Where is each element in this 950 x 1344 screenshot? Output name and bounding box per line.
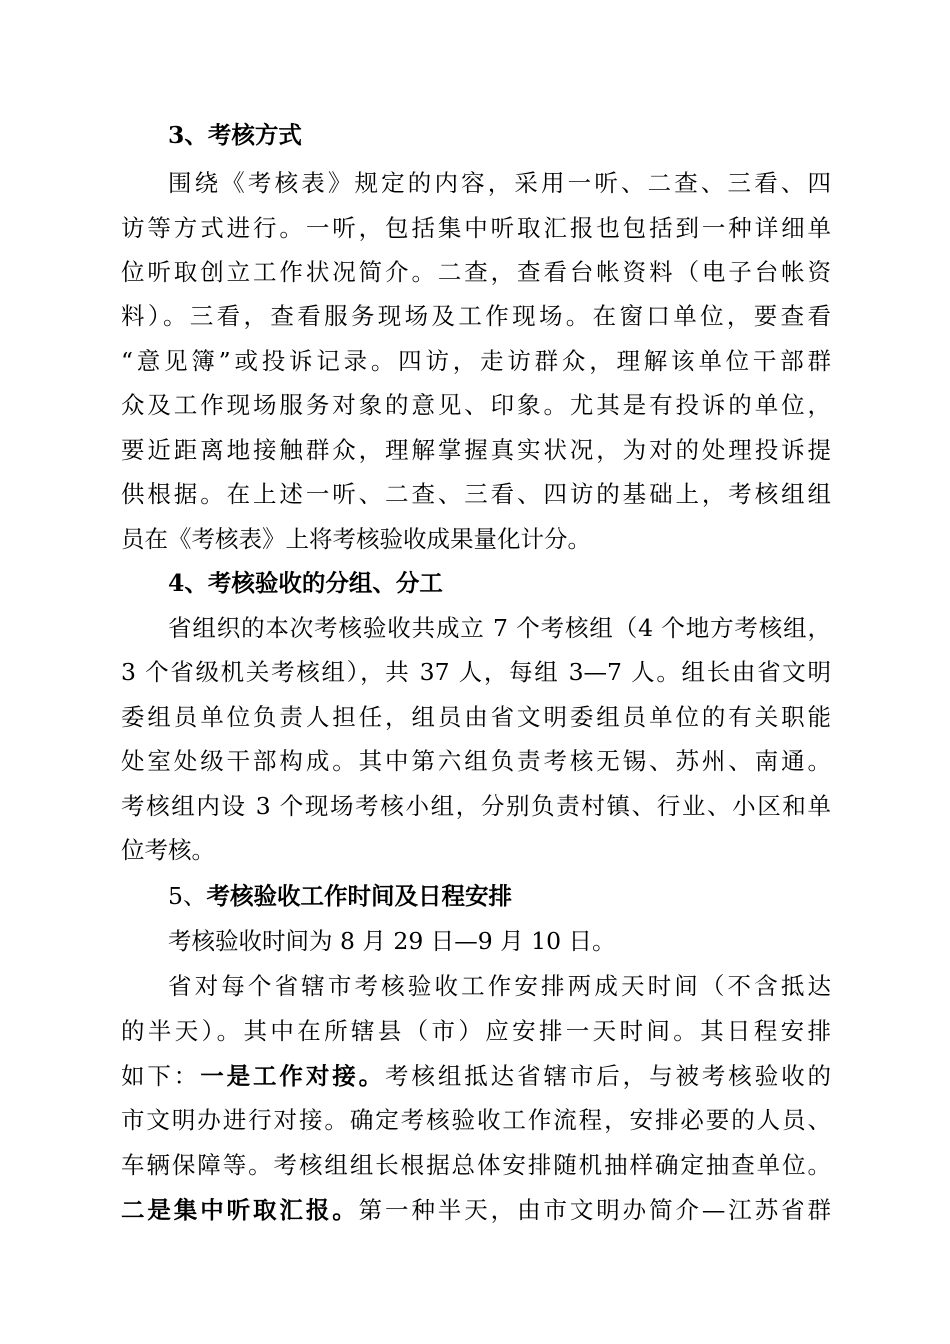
bold-phrase: 二是集中听取汇报。 bbox=[121, 1196, 359, 1224]
paragraph-line: 供根据。在上述一听、二查、三看、四访的基础上，考核组组 bbox=[121, 480, 831, 508]
text-run: 如下： bbox=[121, 1062, 201, 1090]
paragraph-line: 考核验收时间为 8 月 29 日—9 月 10 日。 bbox=[168, 927, 616, 955]
paragraph-line: 位听取创立工作状况简介。二查，查看台帐资料（电子台帐资 bbox=[121, 258, 831, 286]
paragraph-line: 员在《考核表》上将考核验收成果量化计分。 bbox=[121, 525, 591, 553]
paragraph-line: 处室处级干部构成。其中第六组负责考核无锡、苏州、南通。 bbox=[121, 747, 831, 775]
paragraph-line: 要近距离地接触群众，理解掌握真实状况，为对的处理投诉提 bbox=[121, 436, 831, 464]
section-heading bbox=[168, 876, 831, 916]
paragraph-line: 料）。三看，查看服务现场及工作现场。在窗口单位，要查看 bbox=[121, 302, 831, 330]
paragraph-line: 访等方式进行。一听，包括集中听取汇报也包括到一种详细单 bbox=[121, 214, 831, 242]
paragraph-line: “意见簿”或投诉记录。四访，走访群众，理解该单位干部群 bbox=[121, 347, 831, 375]
paragraph-line: 省对每个省辖市考核验收工作安排两成天时间（不含抵达 bbox=[168, 972, 831, 1000]
paragraph-line: 的半天）。其中在所辖县（市）应安排一天时间。其日程安排 bbox=[121, 1017, 831, 1045]
section-heading: 4、考核验收的分组、分工 bbox=[168, 569, 443, 597]
section-heading-text: 考核验收工作时间及日程安排 bbox=[206, 882, 512, 910]
section-heading: 3、考核方式 bbox=[168, 121, 302, 149]
text-run: 第一种半天，由市文明办简介—江苏省群 bbox=[358, 1196, 831, 1224]
paragraph-line: 考核组内设 3 个现场考核小组，分别负责村镇、行业、小区和单 bbox=[121, 792, 831, 820]
text-run: 考核组抵达省辖市后，与被考核验收的 bbox=[385, 1062, 831, 1090]
paragraph-line: 车辆保障等。考核组组长根据总体安排随机抽样确定抽查单位。 bbox=[121, 1151, 831, 1179]
paragraph-line: 位考核。 bbox=[121, 836, 215, 864]
paragraph-line bbox=[121, 1056, 831, 1096]
paragraph-line: 围绕《考核表》规定的内容，采用一听、二查、三看、四 bbox=[168, 169, 831, 197]
paragraph-line: 市文明办进行对接。确定考核验收工作流程，安排必要的人员、 bbox=[121, 1106, 831, 1134]
paragraph-line: 3 个省级机关考核组），共 37 人，每组 3—7 人。组长由省文明 bbox=[121, 658, 831, 686]
section-heading-number: 5、 bbox=[168, 882, 207, 910]
paragraph-line: 众及工作现场服务对象的意见、印象。尤其是有投诉的单位， bbox=[121, 391, 831, 419]
bold-phrase: 一是工作对接。 bbox=[200, 1062, 386, 1090]
paragraph-line bbox=[121, 1190, 831, 1230]
paragraph-line: 省组织的本次考核验收共成立 7 个考核组（4 个地方考核组， bbox=[168, 614, 831, 642]
paragraph-line: 委组员单位负责人担任，组员由省文明委组员单位的有关职能 bbox=[121, 703, 831, 731]
